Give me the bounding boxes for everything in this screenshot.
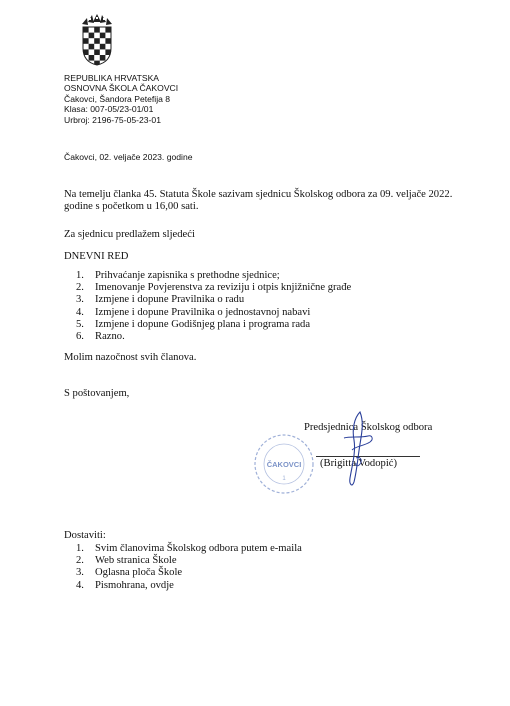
crest-square [105,27,111,33]
crest-square [83,27,89,33]
crest-square [83,38,89,44]
crest-square [83,61,89,66]
crest-square [94,49,100,55]
crest-square [94,38,100,44]
crest-square [100,55,106,61]
date-line: Čakovci, 02. veljače 2023. godine [64,152,193,162]
agenda-item-number: 2. [76,282,84,294]
distribution-item-text: Pismohrana, ovdje [95,579,174,591]
intro-paragraph: Na temelju članka 45. Statuta Škole sazivam sjednicu Školskog odbora za 09. veljače 2022. godine s početkom u 16,00 sati. [64,189,453,212]
distribution-item-text: Oglasna ploča Škole [95,567,183,579]
agenda-item-text: Imenovanje Povjerenstva za reviziju i otpis knjižnične građe [95,282,352,294]
agenda-item-text: Razno. [95,330,125,342]
distribution-item-number: 4. [76,579,84,591]
header-address: Čakovci, Šandora Petefija 8 [64,93,171,104]
agenda-item-number: 4. [76,306,84,318]
header-urbroj: Urbroj: 2196-75-05-23-01 [64,114,161,125]
crest-square [100,33,106,39]
greeting-line: S poštovanjem, [64,388,130,399]
agenda-title: DNEVNI RED [64,251,129,262]
svg-text:1: 1 [282,476,286,482]
agenda-item-text: Izmjene i dopune Pravilnika o radu [95,294,245,306]
header-country: REPUBLIKA HRVATSKA [64,73,160,83]
agenda-item-text: Prihvaćanje zapisnika s prethodne sjednice; [95,270,280,281]
crest-square [94,27,100,33]
header-school-name: OSNOVNA ŠKOLA ČAKOVCI [64,83,179,94]
agenda-item-text: Izmjene i dopune Godišnjeg plana i programa rada [95,318,311,330]
distribution-item-number: 1. [76,543,84,554]
crest-square [89,55,95,61]
proposal-line: Za sjednicu predlažem sljedeći [64,229,195,240]
crest-square [100,44,106,50]
handwritten-signature [330,408,380,490]
agenda-item-number: 1. [76,270,84,281]
stamp-text: ČAKOVCI [266,460,302,469]
signature-name: (Brigitta Vodopić) [320,458,397,469]
distribution-item-number: 3. [76,567,84,579]
header-klasa: Klasa: 007-05/23-01/01 [64,104,154,115]
crest-square [105,49,111,55]
distribution-item-text: Svim članovima Školskog odbora putem e-maila [95,543,302,554]
school-stamp [252,432,316,496]
agenda-item-text: Izmjene i dopune Pravilnika o jednostavnoj nabavi [95,306,311,318]
crest-square [89,44,95,50]
distribution-item-number: 2. [76,555,84,567]
distribution-item-text: Web stranica Škole [95,555,177,567]
crest-square [105,61,111,66]
agenda-item-number: 6. [76,330,84,342]
distribution-title: Dostaviti: [64,530,106,541]
crest-square [105,38,111,44]
signature-role: Predsjednica Školskog odbora [304,422,433,433]
agenda-item-number: 5. [76,318,84,330]
closing-line: Molim nazočnost svih članova. [64,352,197,363]
croatian-coat-of-arms-icon [80,14,114,66]
crest-square [83,49,89,55]
crest-square [89,33,95,39]
header-block [64,73,178,125]
agenda-item-number: 3. [76,294,84,306]
